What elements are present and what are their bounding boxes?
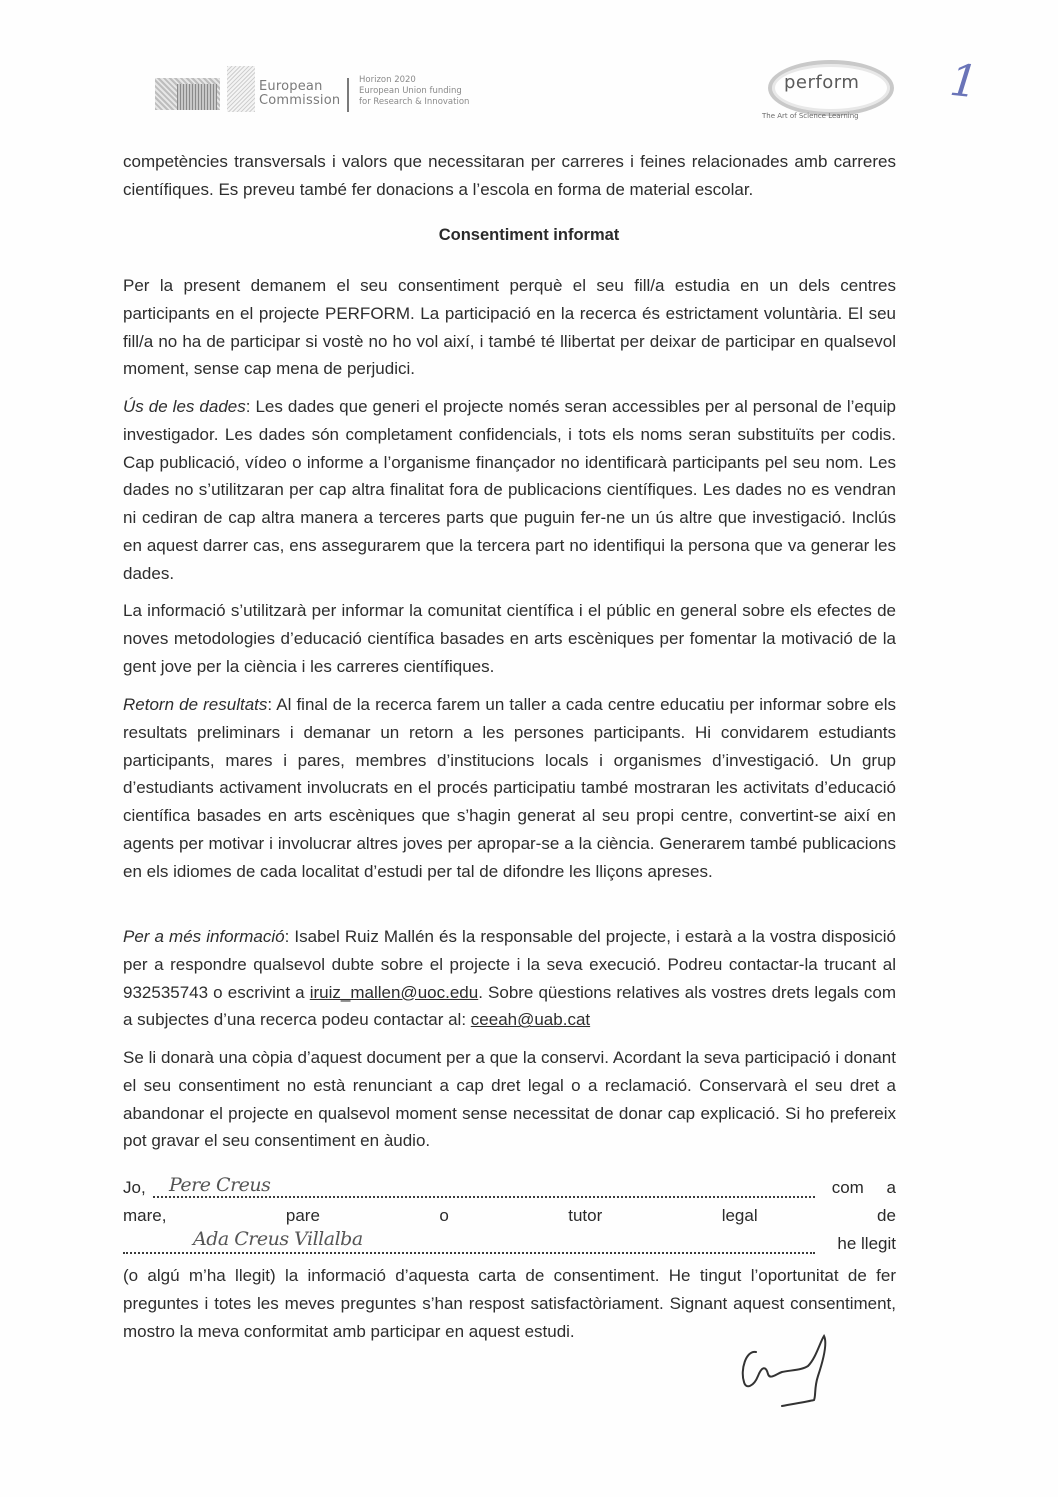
berlaymont-building-icon xyxy=(227,66,255,112)
data-use-label: Ús de les dades xyxy=(123,397,246,416)
results-paragraph: Retorn de resultats: Al final de la recerca farem un taller a cada centre educatiu per informar sobre els resultats preliminars i demanar un retorn a les persones participants. Hi convidarem estudiants participants, mares i pares, membres d’institucions locals i organismes d’investigació. Un grup d’estudiants activament involucrats en el procés participatiu també mostraran les activitats d’educació científica basades en arts escèniques que s’hagin generat al seu propi centre, convertint-se així en agents per motivar i involucrar altres joves per apropar-se a la ciència. Generarem també publicacions en els idiomes de cada localitat d’estudi per tal de difondre les lliçons apreses. xyxy=(123,695,896,881)
parent-name-field[interactable]: Pere Creus xyxy=(169,1174,271,1196)
horizon-2020-text: Horizon 2020 European Union funding for Research & Innovation xyxy=(359,75,470,107)
perform-logo xyxy=(760,56,900,128)
parent-name-line xyxy=(153,1196,815,1198)
copy-notice-paragraph: Se li donarà una còpia d’aquest document per a que la conservi. Acordant la seva participació i donant el seu consentiment no està renunciant a cap dret legal o a reclamació. Conservarà el seu dret a abandonar el projecte en qualsevol moment sense necessitat de donar cap explicació. Si ho prefereix pot gravar el seu consentiment en àudio. xyxy=(123,1048,896,1151)
perform-wordmark: perform xyxy=(784,72,860,93)
word-legal: legal xyxy=(721,1206,758,1225)
parent-name-row xyxy=(123,1174,896,1204)
eu-flag-icon xyxy=(155,78,220,110)
email-link-uoc[interactable]: iruiz_mallen@uoc.edu xyxy=(309,982,479,1002)
jo-label: Jo, xyxy=(123,1178,146,1197)
european-commission-logo xyxy=(155,66,495,116)
word-pare: pare xyxy=(285,1206,320,1225)
logo-separator xyxy=(347,78,349,112)
word-mare: mare, xyxy=(123,1206,167,1225)
results-label: Retorn de resultats xyxy=(123,695,268,714)
word-de: de xyxy=(877,1206,896,1225)
more-info-paragraph: Per a més informació: Isabel Ruiz Mallén és la responsable del projecte, i estarà a la vostra disposició per a respondre qualsevol dubte sobre el projecte i la seva execució. Podreu contactar-la trucant al 932535743 o escrivint a iruiz_mallen@uoc.edu. Sobre qüestions relatives als vostres drets legals com a subjectes d’una recerca podeu contactar al: ceeah@uab.cat xyxy=(123,927,896,1030)
child-name-field[interactable]: Ada Creus Villalba xyxy=(193,1228,363,1250)
consent-request-paragraph: Per la present demanem el seu consentiment perquè el seu fill/a estudia en un dels centres participants en el projecte PERFORM. La participació en la recerca és estrictament voluntària. El seu fill/a no ha de participar si vostè no ho vol així, i també té llibertat per deixar de participar en qualsevol moment, sense cap mena de perjudici. xyxy=(123,276,896,379)
ec-name: European Commission xyxy=(259,79,341,108)
perform-tagline: The Art of Science Learning xyxy=(762,112,859,120)
section-title: Consentiment informat xyxy=(438,226,620,244)
he-llegit-label: he llegit xyxy=(837,1234,896,1253)
child-name-row xyxy=(123,1228,896,1260)
child-name-line xyxy=(123,1252,815,1254)
more-info-label: Per a més informació xyxy=(123,927,285,946)
closing-paragraph: (o algú m’ha llegit) la informació d’aquesta carta de consentiment. He tingut l’oportunitat de fer preguntes i totes les meves preguntes s’han respost satisfactòriament. Signant aquest consentiment, mostro la meva conformitat amb participar en aquest estudi. xyxy=(123,1266,896,1341)
info-use-paragraph: La informació s’utilitzarà per informar la comunitat científica i el públic en general sobre els efectes de noves metodologies d’educació científica basades en arts escèniques per fomentar la motivació de la gent jove per la ciència i les carreres científiques. xyxy=(123,601,896,676)
word-o: o xyxy=(439,1206,449,1225)
email-link-uab[interactable]: ceeah@uab.cat xyxy=(470,1010,591,1030)
signature-icon xyxy=(736,1330,846,1410)
word-tutor: tutor xyxy=(568,1206,603,1225)
intro-continuation: competències transversals i valors que necessitaran per carreres i feines relacionades amb carreres científiques. Es preveu també fer donacions a l’escola en forma de material escolar. xyxy=(123,152,896,199)
data-use-paragraph: Ús de les dades: Les dades que generi el projecte només seran accessibles per al personal de l’equip investigador. Les dades són completament confidencials, i tots els noms seran substituïts per codis. Cap publicació, vídeo o informe a l’organisme finançador no identificarà participants pel seu nom. Les dades no s’utilitzaran per cap altra finalitat fora de publicacions científiques. Les dades no es vendran ni cediran de cap altra manera a terceres parts que puguin fer-ne un ús altre que investigació. Inclús en aquest darrer cas, ens assegurarem que la tercera part no identifiqui la persona que va generar les dades. xyxy=(123,397,896,583)
com-a-label: com a xyxy=(831,1178,896,1197)
handwritten-page-number: 1 xyxy=(947,54,981,109)
